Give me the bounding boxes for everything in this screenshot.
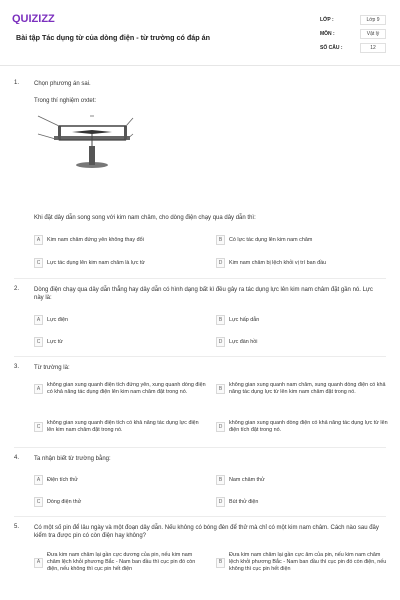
question-prompt: Dòng điện chạy qua dây dẫn thẳng hay dây dẫn có hình dạng bất kì đều gây ra tác dụng lực lên kim nam châm đặt gần nó. Lực này là:	[34, 287, 373, 301]
option-text: không gian xung quanh điện tích đứng yên, xung quanh dòng điện có khả năng tác dụng điện lên kim nam châm đặt trong nó.	[47, 382, 206, 395]
answer-option-c[interactable]	[34, 258, 204, 268]
option-letter: D	[216, 337, 225, 347]
answer-option-c[interactable]	[34, 337, 204, 347]
meta-grade-value: Lớp 9	[360, 15, 386, 25]
option-text: Kim nam châm đứng yên không thay đổi	[47, 236, 144, 243]
option-letter: B	[216, 235, 225, 245]
question-number: 1.	[14, 80, 20, 86]
option-text: Có lực tác dụng lên kim nam châm	[229, 236, 313, 243]
option-text: Lực đàn hồi	[229, 338, 258, 345]
option-text: không gian xung quanh điện tích có khả năng tác dụng lực điện lên kim nam châm đặt trong nó.	[47, 420, 199, 433]
answer-option-b[interactable]	[216, 552, 388, 573]
option-text: Kim nam châm bị lệch khỏi vị trí ban đầu	[229, 259, 327, 266]
question-subprompt: Trong thí nghiệm ơxtet:	[34, 98, 97, 104]
meta-count-label: SỐ CÂU :	[320, 44, 343, 51]
option-text: Lực điện	[47, 316, 68, 323]
option-letter: D	[216, 258, 225, 268]
answer-option-b[interactable]	[216, 235, 386, 245]
option-letter: B	[216, 475, 225, 485]
answer-option-d[interactable]	[216, 420, 388, 434]
meta-subject-label: MÔN :	[320, 30, 335, 37]
answer-option-a[interactable]	[34, 475, 204, 485]
question-number: 3.	[14, 364, 20, 370]
option-text: Lực tác dụng lên kim nam châm là lực từ	[47, 259, 146, 266]
answer-option-d[interactable]	[216, 497, 386, 507]
answer-option-a[interactable]	[34, 315, 204, 325]
question-number: 2.	[14, 286, 20, 292]
option-letter: C	[34, 258, 43, 268]
option-letter: A	[34, 315, 43, 325]
worksheet-title: Bài tập Tác dụng từ của dòng điện - từ trường có đáp án	[16, 33, 211, 42]
answer-option-c[interactable]	[34, 420, 206, 434]
divider	[14, 447, 386, 448]
answer-option-a[interactable]	[34, 552, 206, 573]
answer-option-d[interactable]	[216, 337, 386, 347]
worksheet-header	[0, 0, 400, 66]
quizizz-logo[interactable]	[12, 12, 68, 24]
option-letter: C	[34, 497, 43, 507]
question-prompt: Ta nhận biết từ trường bằng:	[34, 456, 111, 462]
option-text: Lực từ	[47, 338, 63, 345]
question-stem: Khi đặt dây dẫn song song với kim nam châm, cho dòng điện chạy qua dây dẫn thì:	[34, 215, 256, 221]
option-letter: A	[34, 558, 43, 568]
divider	[14, 278, 386, 279]
worksheet-meta	[320, 14, 386, 56]
answer-option-c[interactable]	[34, 497, 204, 507]
option-letter: C	[34, 337, 43, 347]
answer-option-b[interactable]	[216, 475, 386, 485]
svg-text:QUIZIZZ: QUIZIZZ	[12, 13, 55, 24]
option-letter: A	[34, 475, 43, 485]
option-letter: B	[216, 384, 225, 394]
question-prompt: Chọn phương án sai.	[34, 81, 91, 87]
option-letter: D	[216, 422, 225, 432]
option-letter: A	[34, 235, 43, 245]
option-text: Nam châm thử	[229, 476, 265, 483]
option-text: không gian xung quanh nam châm, xung quanh dòng điện có khả năng tác dụng lực từ lên kim nam châm đặt trong nó.	[229, 382, 386, 395]
answer-option-a[interactable]	[34, 382, 206, 396]
option-letter: C	[34, 422, 43, 432]
option-text: Đưa kim nam châm lại gần cực dương của pin, nếu kim nam châm lệch khỏi phương Bắc - Nam ban đầu thì cục pin đó còn điện, nếu không thì cục pin hết điện	[47, 552, 196, 572]
option-letter: A	[34, 384, 43, 394]
option-text: Lực hấp dẫn	[229, 316, 260, 323]
meta-subject	[320, 28, 386, 39]
answer-option-a[interactable]	[34, 235, 204, 245]
meta-grade	[320, 14, 386, 25]
divider	[14, 516, 386, 517]
answer-option-b[interactable]	[216, 315, 386, 325]
meta-grade-label: LỚP :	[320, 16, 334, 23]
option-text: Điện tích thử	[47, 476, 78, 483]
meta-subject-value: Vật lý	[360, 29, 386, 39]
option-letter: D	[216, 497, 225, 507]
option-text: Bút thử điện	[229, 498, 259, 505]
answer-option-b[interactable]	[216, 382, 388, 396]
option-text: Đưa kim nam châm lại gần cực âm của pin, nếu kim nam châm lệch khỏi phương Bắc - Nam ban đầu thì cục pin đó còn điện, nếu không thì cục pin hết điện	[229, 552, 387, 572]
option-text: không gian xung quanh dòng điện có khả năng tác dụng lực từ lên điện tích đặt trong nó.	[229, 420, 388, 433]
option-letter: B	[216, 558, 225, 568]
option-letter: B	[216, 315, 225, 325]
option-text: Dòng điện thử	[47, 498, 82, 505]
answer-option-d[interactable]	[216, 258, 386, 268]
meta-count-value: 12	[360, 43, 386, 53]
question-prompt: Từ trường là:	[34, 365, 70, 371]
oersted-experiment-image	[34, 110, 134, 172]
question-number: 4.	[14, 455, 20, 461]
meta-count	[320, 42, 386, 53]
question-number: 5.	[14, 524, 20, 530]
question-prompt: Có một số pin để lâu ngày và một đoạn dây dẫn. Nếu không có bóng đèn để thử mà chỉ có một kim nam châm. Cách nào sau đây kiểm tra được pin có còn điện hay không?	[34, 525, 379, 539]
divider	[14, 356, 386, 357]
